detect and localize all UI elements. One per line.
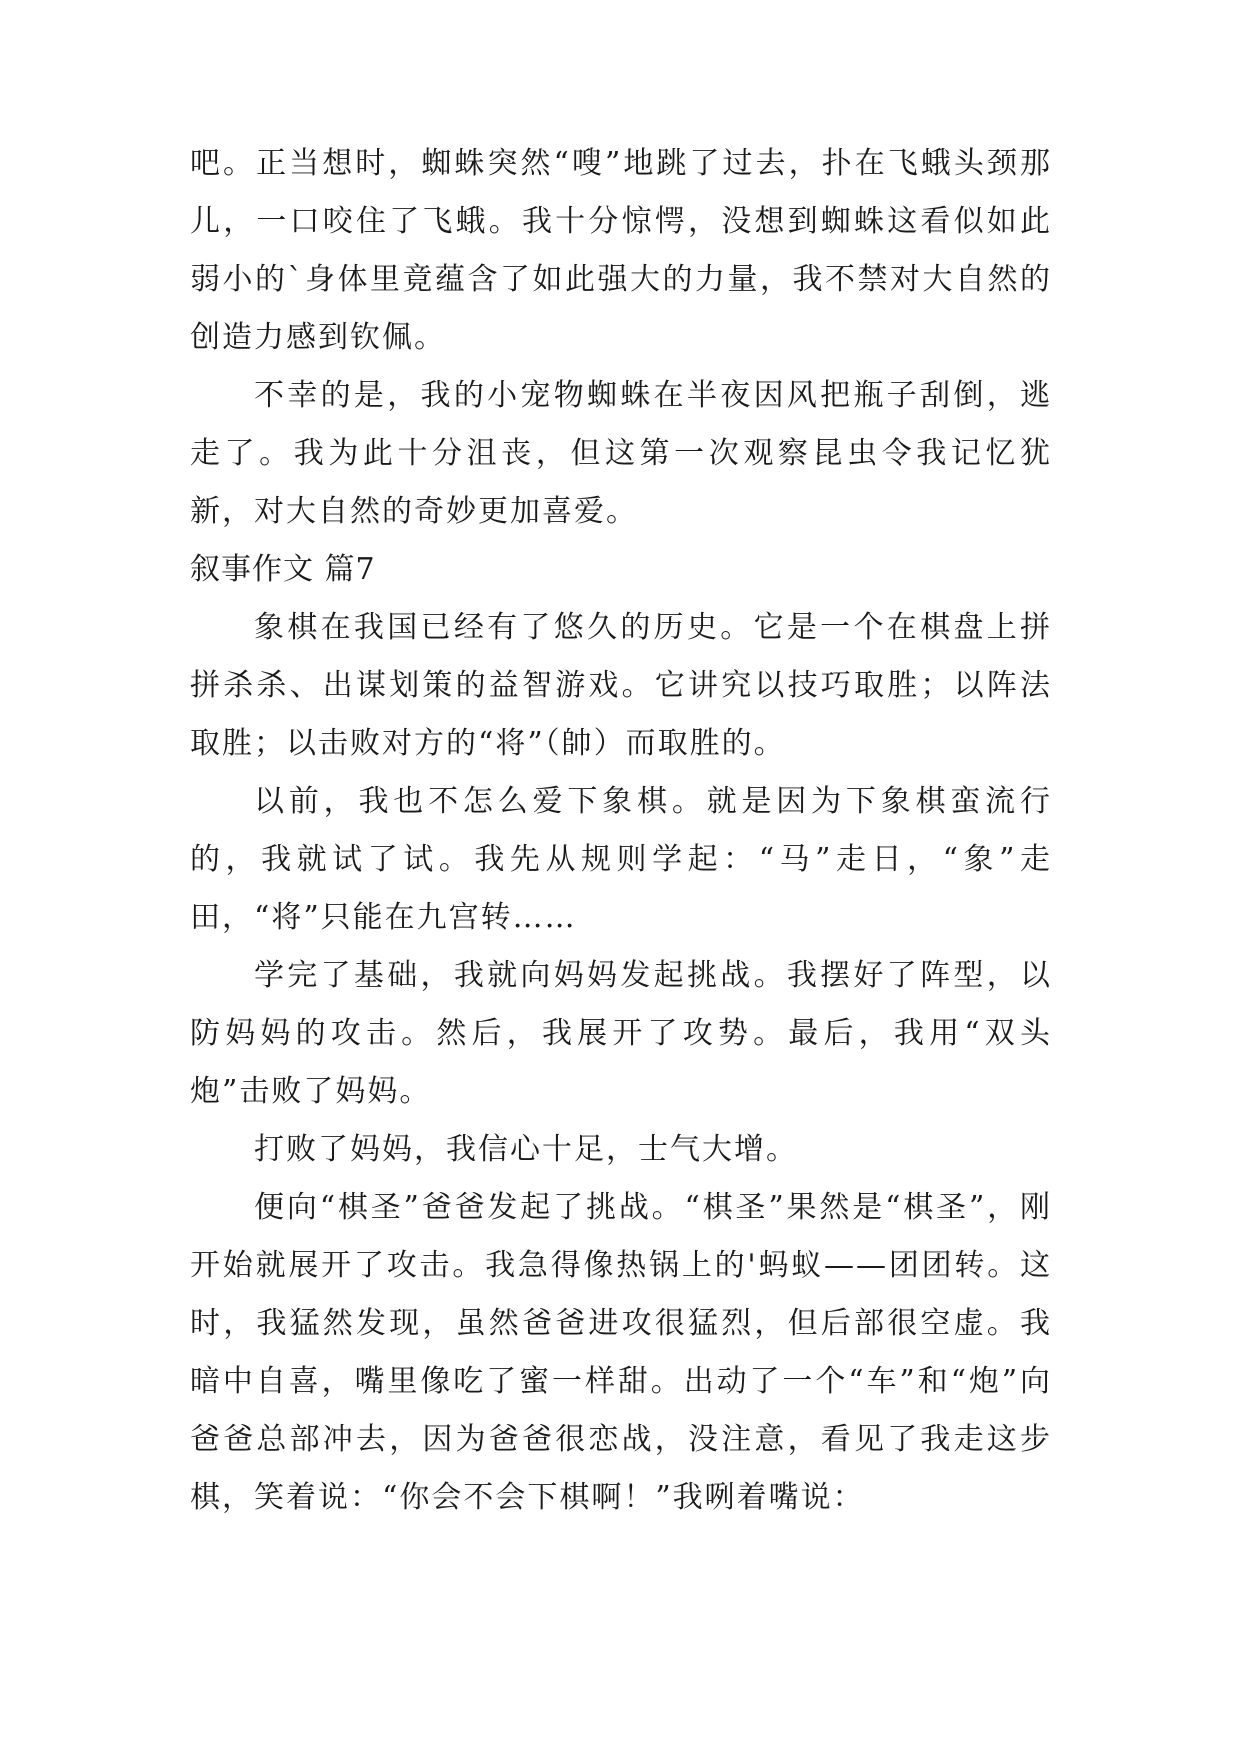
paragraph: 学完了基础，我就向妈妈发起挑战。我摆好了阵型，以防妈妈的攻击。然后，我展开了攻势。最后，我用“双头炮”击败了妈妈。 [190,958,1052,1109]
paragraph: 吧。正当想时，蜘蛛突然“嗖”地跳了过去，扑在飞蛾头颈那儿，一口咬住了飞蛾。我十分惊愕，没想到蜘蛛这看似如此弱小的`身体里竟蕴含了如此强大的力量，我不禁对大自然的创造力感到钦佩。 [190,146,1052,355]
paragraph: 便向“棋圣”爸爸发起了挑战。“棋圣”果然是“棋圣”，刚开始就展开了攻击。我急得像热锅上的'蚂蚁——团团转。这时，我猛然发现，虽然爸爸进攻很猛烈，但后部很空虚。我暗中自喜，嘴里像吃了蜜一样甜。出动了一个“车”和“炮”向爸爸总部冲去，因为爸爸很恋战，没注意，看见了我走这步棋，笑着说：“你会不会下棋啊！”我咧着嘴说： [190,1190,1052,1515]
paragraph: 象棋在我国已经有了悠久的历史。它是一个在棋盘上拼拼杀杀、出谋划策的益智游戏。它讲究以技巧取胜；以阵法取胜；以击败对方的“将”（帥）而取胜的。 [190,610,1052,761]
paragraph: 以前，我也不怎么爱下象棋。就是因为下象棋蛮流行的，我就试了试。我先从规则学起：“马”走日，“象”走田，“将”只能在九宫转…… [190,784,1052,935]
paragraph: 打败了妈妈，我信心十足，士气大增。 [254,1132,798,1167]
section-heading: 叙事作文 篇7 [190,552,376,587]
document-body [190,135,1052,1527]
paragraph: 不幸的是，我的小宠物蜘蛛在半夜因风把瓶子刮倒，逃走了。我为此十分沮丧，但这第一次观察昆虫令我记忆犹新，对大自然的奇妙更加喜爱。 [190,378,1052,529]
